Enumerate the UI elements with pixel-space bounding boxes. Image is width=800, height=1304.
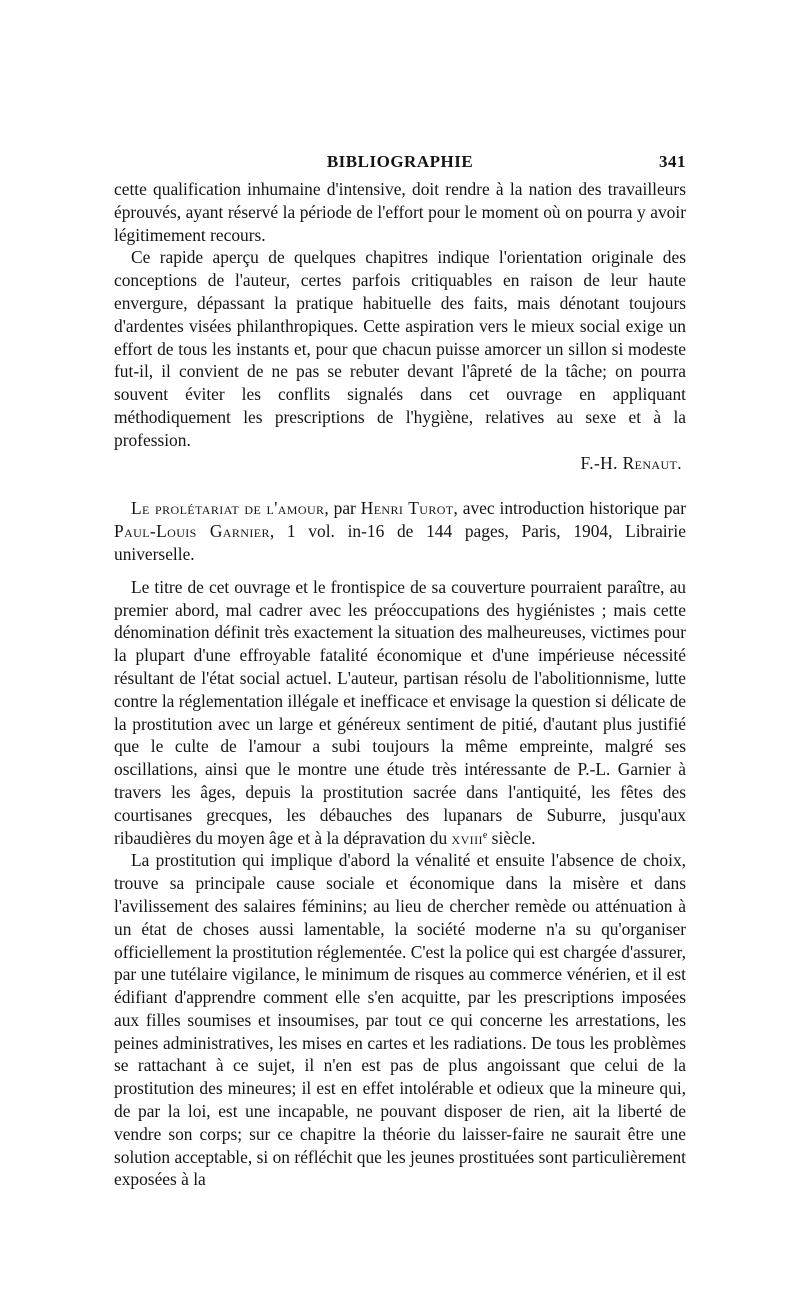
section-spacer [114, 474, 686, 497]
review-renaut [114, 178, 686, 474]
page [114, 152, 686, 1191]
book-title: Le prolétariat de l'amour [131, 498, 325, 519]
review2-paragraph-2: La prostitution qui implique d'abord la vénalité et ensuite l'absence de choix, trouve sa principale cause sociale et économique dans la misère et dans l'avilissement des salaires féminins; au lieu de chercher remède ou atténuation à un état de choses aussi lamentable, la société moderne n'a su qu'organiser officiellement la prostitution réglementée. C'est la police qui est chargée d'assurer, par une tutélaire vigilance, le minimum de risques au commerce vénérien, et il est édifiant d'apprendre comment elle s'en acquitte, par les prescriptions imposées aux filles soumises et insoumises, par tout ce qui concerne les arrestations, les peines administratives, les mises en cartes et les radiations. De tous les problèmes se rattachant à ce sujet, il n'en est pas de plus angoissant que celui de la prostitution des mineures; il est en effet intolérable et odieux que la mineure qui, de par la loi, est une incapable, ne pouvant disposer de rien, ait la liberté de vendre son corps; sur ce chapitre la théorie du laisser-faire ne saurait être une solution acceptable, si on réfléchit que les jeunes prostituées sont particulièrement exposées à la [114, 850, 686, 1190]
review-proletariat [114, 497, 686, 1191]
century-superscript: e [482, 829, 488, 841]
header-title: BIBLIOGRAPHIE [326, 152, 474, 171]
century-roman: xviii [451, 827, 483, 848]
entry-separator-intro: , avec introduction historique par [453, 498, 687, 519]
book-author: Henri Turot [360, 498, 454, 519]
bibliographic-entry [114, 497, 686, 565]
entry-separator-by: , par [324, 498, 361, 519]
review2-paragraph-1 [114, 576, 686, 850]
page-number: 341 [659, 152, 686, 171]
signature-text: F.-H. Renaut. [580, 452, 682, 473]
publication-details: , 1 vol. in-16 de 144 pages, Paris, 1904, Librairie universelle. [114, 521, 686, 564]
paragraph1-text: Le titre de cet ouvrage et le frontispice de sa couverture pourraient paraître, au premier abord, mal cadrer avec les préoccupations des hygiénistes ; mais cette dénomination définit très exactement la situation des malheureuses, victimes pour la plupart d'une effroyable fatalité économique et d'une impérieuse nécessité résultant de l'état social actuel. L'auteur, partisan résolu de l'abolitionnisme, lutte contre la réglementation illégale et inefficace et envisage la question si délicate de la prostitution avec un large et généreux sentiment de pitié, d'autant plus justifié que le culte de l'amour a subi toujours la même empreinte, malgré ses oscillations, ainsi que le montre une étude très intéressante de P.-L. Garnier à travers les âges, depuis la prostitution sacrée dans l'antiquité, les fêtes des courtisanes grecques, les débauches des lupanars de Suburre, jusqu'aux ribaudières du moyen âge et à la dépravation du [114, 576, 686, 848]
running-header [114, 152, 686, 178]
intro-author: Paul-Louis Garnier [114, 521, 270, 542]
review1-paragraph-continued: cette qualification inhumaine d'intensive, doit rendre à la nation des travailleurs éprouvés, ayant réservé la période de l'effort pour le moment où on pourra y avoir légitimement recours. [114, 179, 686, 245]
review1-signature [114, 452, 686, 475]
review1-paragraph-conclusion: Ce rapide aperçu de quelques chapitres indique l'orientation originale des conceptions de l'auteur, certes parfois critiquables en raison de leur haute envergure, dépassant la pratique habituelle des faits, mais dénotant toujours d'ardentes visées philanthropiques. Cette aspiration vers le mieux social exige un effort de tous les instants et, pour que chacun puisse amorcer un sillon si modeste fut-il, il convient de ne pas se rebuter devant l'âpreté de la tâche; on pourra souvent éviter les conflits signalés dans cet ouvrage en appliquant méthodiquement les prescriptions de l'hygiène, relatives au sexe et à la profession. [114, 247, 686, 450]
paragraph1-end: siècle. [487, 827, 536, 848]
